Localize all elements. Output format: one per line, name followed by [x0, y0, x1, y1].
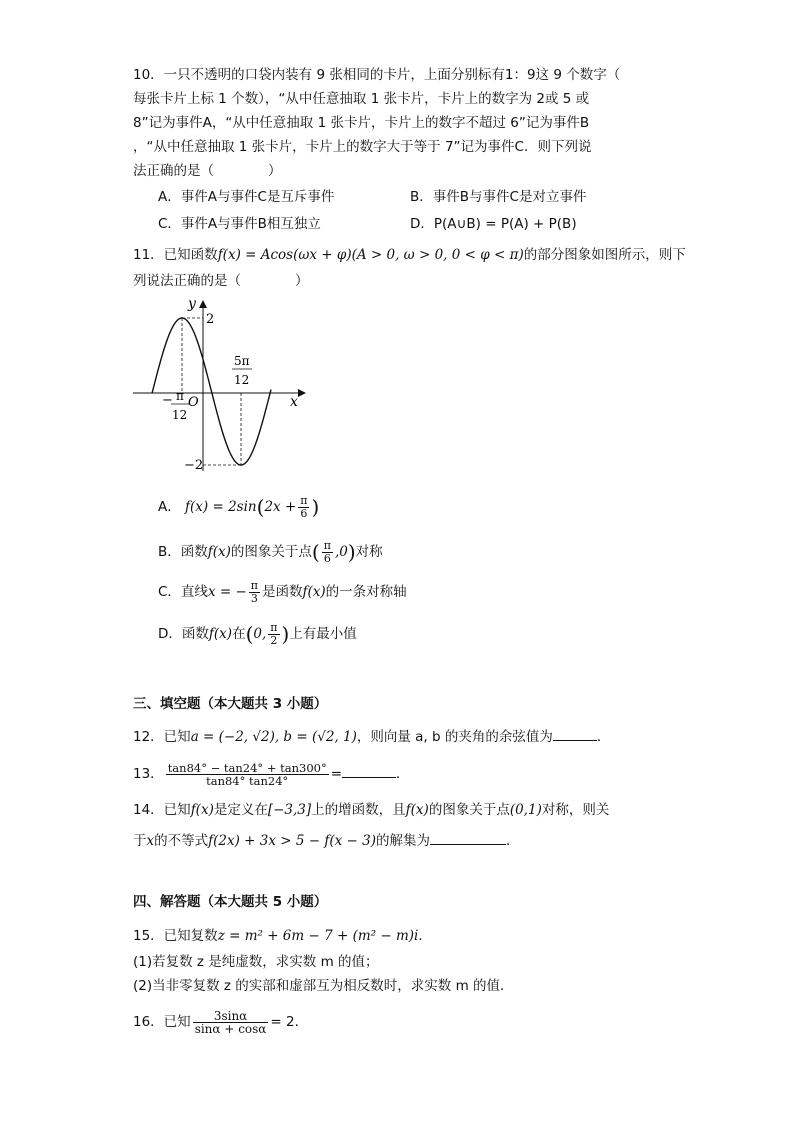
- option-b-fx: f(x): [207, 544, 231, 560]
- answer-blank[interactable]: [430, 830, 506, 845]
- q14-line2-mid: 的不等式: [154, 833, 209, 849]
- fraction-numerator: π: [323, 538, 331, 552]
- y-axis-label: y: [188, 296, 196, 312]
- answer-blank[interactable]: [553, 726, 597, 741]
- section-4-heading: 四、解答题（本大题共 5 小题）: [133, 894, 328, 910]
- q10-option-d: D．P(A∪B) = P(A) + P(B): [410, 216, 577, 232]
- origin-label: O: [188, 395, 199, 410]
- q11-option-b: [158, 538, 383, 566]
- option-b-tail: ,0: [334, 544, 348, 560]
- fraction-denominator: 3: [250, 591, 258, 605]
- fraction-denominator: tan84° tan24°: [206, 773, 289, 788]
- q14-line2-suffix: 的解集为: [375, 833, 430, 849]
- q13-prefix: 13．: [133, 766, 164, 782]
- option-c-post: 的一条对称轴: [325, 584, 407, 600]
- q11-line2: 列说法正确的是（ ）: [133, 273, 309, 289]
- fraction-denominator: sinα + cosα: [194, 1021, 267, 1036]
- option-c-fx: f(x): [302, 584, 326, 600]
- fraction-denominator: 6: [323, 551, 331, 565]
- fraction-numerator: π: [270, 620, 278, 634]
- option-a-inner: 2x +: [264, 499, 297, 515]
- fraction-denominator: 2: [270, 633, 278, 647]
- paren-left: (: [256, 495, 265, 519]
- q12-line: 12．已知a = (−2, √2), b = (√2, 1)，则向量 a, b 的夹角的余弦值为 ．: [133, 726, 610, 748]
- q12-prefix: 12．已知: [133, 729, 191, 745]
- x-axis-arrow: [298, 389, 306, 397]
- section-3-heading: 三、填空题（本大题共 3 小题）: [133, 696, 328, 712]
- q11-suffix: 的部分图象如图所示，则下: [523, 247, 686, 263]
- option-d-prefix: D．函数: [158, 626, 209, 642]
- q14-text-2: 上的增函数，且: [311, 802, 406, 818]
- q13-line: 13． $\frac{\tan 84^\circ - \tan 24^\circ + \tan 300^\circ}{\tan 84^\circ \tan 24^\circ}$ = ．: [133, 760, 410, 788]
- interval-start: 0,: [253, 626, 267, 642]
- option-d-post: 上有最小值: [289, 626, 357, 642]
- q14-inequality: f(2x) + 3x > 5 − f(x − 3): [208, 833, 376, 849]
- paren-right: ): [281, 622, 290, 646]
- option-c-mid: 是函数: [262, 584, 303, 600]
- x-right-numerator: 5π: [234, 354, 250, 368]
- y-max-label: 2: [206, 312, 215, 327]
- q14-line2-prefix: 于: [133, 833, 147, 849]
- pi-over-2-fraction: [268, 622, 279, 647]
- q14-line2: 于x的不等式f(2x) + 3x > 5 − f(x − 3)的解集为 ．: [133, 830, 519, 852]
- q14-text-3: 的图象关于点: [428, 802, 510, 818]
- option-b-mid: 的图象关于点: [230, 544, 312, 560]
- q15-suffix: ．: [418, 928, 432, 944]
- q15-sub1: (1)若复数 z 是纯虚数，求实数 m 的值；: [133, 954, 379, 970]
- q10-line3: 8”记为事件A，“从中任意抽取 1 张卡片，卡片上的数字不超过 6”记为事件B: [133, 115, 590, 131]
- q14-fx: f(x): [190, 802, 214, 818]
- q14-point: (0,1): [509, 802, 542, 818]
- option-b-post: 对称: [355, 544, 383, 560]
- q10-line1: 10．一只不透明的口袋内装有 9 张相同的卡片，上面分别标有1：9这 9 个数字（: [133, 67, 621, 83]
- q14-text-4: 对称，则关: [541, 802, 610, 818]
- q10-line2: 每张卡片上标 1 个数），“从中任意抽取 1 张卡片，卡片上的数字为 2或 5 或: [133, 91, 590, 107]
- option-d-mid: 在: [232, 626, 246, 642]
- q14-prefix: 14．已知: [133, 802, 191, 818]
- cosine-curve: [152, 318, 271, 465]
- pi-over-3-fraction: [249, 580, 260, 605]
- q10-option-b: B．事件B与事件C是对立事件: [410, 189, 587, 205]
- option-d-fx: f(x): [208, 626, 233, 642]
- paren-right: ): [347, 540, 356, 564]
- q16-line: [133, 1006, 308, 1038]
- pi-over-6-fraction: [322, 540, 333, 565]
- x-right-denominator: 12: [234, 373, 250, 387]
- option-c-expr: x = −: [207, 584, 247, 600]
- q14-variable: x: [146, 833, 155, 849]
- q15-sub2: (2)当非零复数 z 的实部和虚部互为相反数时，求实数 m 的值．: [133, 978, 514, 994]
- q10-line5: 法正确的是（ ）: [133, 163, 282, 179]
- q15-complex-number: z = m² + 6m − 7 + (m² − m)i: [217, 928, 419, 944]
- option-a-letter: A．: [158, 499, 181, 515]
- q16-prefix: 16．已知: [133, 1014, 191, 1030]
- x-left-sign: −: [162, 393, 173, 408]
- q15-line: [133, 925, 432, 947]
- q11-option-a: [158, 493, 319, 521]
- x-left-numerator: π: [176, 389, 184, 403]
- q11-prefix: 11．已知函数: [133, 247, 218, 263]
- y-min-label: −2: [184, 458, 204, 473]
- answer-blank[interactable]: [342, 763, 396, 778]
- equals-sign: =: [330, 766, 343, 782]
- fraction-numerator: π: [250, 578, 258, 592]
- fraction-numerator: 3sinα: [193, 1010, 269, 1023]
- option-a-expr: f(x) = 2sin: [185, 499, 257, 515]
- q13-fraction: [166, 762, 329, 787]
- q16-fraction: [193, 1010, 269, 1035]
- q15-prefix: 15．已知复数: [133, 928, 218, 944]
- paren-left: (: [311, 540, 320, 564]
- q16-suffix: = 2．: [270, 1014, 309, 1030]
- option-b-prefix: B．函数: [158, 544, 208, 560]
- q10-option-c: C．事件A与事件B相互独立: [158, 216, 321, 232]
- q14-line1: [133, 799, 609, 821]
- q12-suffix: ，则向量 a, b 的夹角的余弦值为: [356, 729, 553, 745]
- q14-domain: [−3,3]: [267, 802, 312, 818]
- q11-function-expr: f(x) = Acos(ωx + φ)(A > 0, ω > 0, 0 < φ < π): [217, 247, 524, 263]
- q11-option-c: [158, 578, 407, 606]
- q14-fx-2: f(x): [405, 802, 429, 818]
- fraction-numerator: π: [300, 493, 308, 507]
- fraction-denominator: 6: [300, 506, 308, 520]
- paren-right: ): [311, 495, 320, 519]
- q11-option-d: [158, 620, 357, 648]
- option-c-prefix: C．直线: [158, 584, 208, 600]
- q14-text-1: 是定义在: [213, 802, 268, 818]
- paren-left: (: [245, 622, 254, 646]
- pi-over-6-fraction: [298, 495, 309, 520]
- y-axis-arrow: [199, 300, 207, 308]
- fraction-numerator: tan84° − tan24° + tan300°: [167, 760, 327, 775]
- cosine-graph: [130, 296, 310, 476]
- q11-line1: [133, 244, 686, 266]
- q10-line4: ，“从中任意抽取 1 张卡片，卡片上的数字大于等于 7”记为事件C．则下列说: [133, 139, 592, 155]
- x-left-denominator: 12: [172, 408, 188, 422]
- q12-vectors: a = (−2, √2), b = (√2, 1): [190, 729, 357, 745]
- x-axis-label: x: [290, 394, 298, 410]
- q10-option-a: A．事件A与事件C是互斥事件: [158, 189, 335, 205]
